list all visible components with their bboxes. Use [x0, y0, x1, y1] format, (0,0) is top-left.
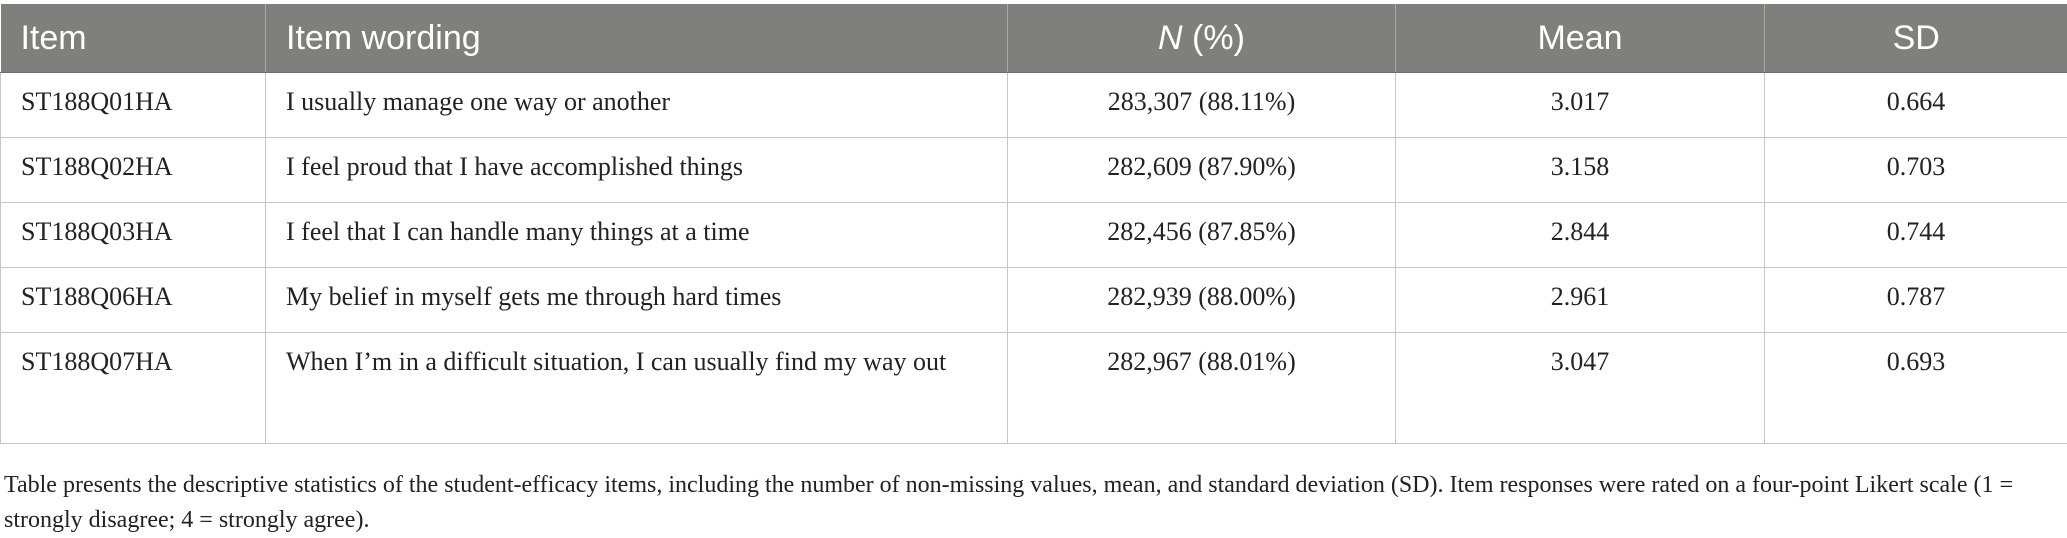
cell-item: ST188Q01HA — [1, 73, 266, 138]
cell-n: 282,609 (87.90%) — [1008, 138, 1396, 203]
cell-mean: 2.844 — [1396, 203, 1765, 268]
cell-sd: 0.703 — [1765, 138, 2067, 203]
cell-wording: When I’m in a difficult situation, I can usually find my way out — [266, 333, 1008, 444]
cell-mean: 2.961 — [1396, 268, 1765, 333]
descriptive-statistics-table — [0, 4, 2067, 444]
header-mean: Mean — [1396, 4, 1765, 73]
cell-n: 282,456 (87.85%) — [1008, 203, 1396, 268]
header-percent-label: (%) — [1183, 19, 1245, 57]
cell-mean: 3.017 — [1396, 73, 1765, 138]
header-item: Item — [1, 4, 266, 73]
cell-sd: 0.693 — [1765, 333, 2067, 444]
header-sd: SD — [1765, 4, 2067, 73]
header-row — [1, 4, 2067, 73]
cell-wording: I feel proud that I have accomplished things — [266, 138, 1008, 203]
table-header — [1, 4, 2067, 73]
cell-item: ST188Q03HA — [1, 203, 266, 268]
cell-mean: 3.158 — [1396, 138, 1765, 203]
table-footnote: Table presents the descriptive statistics of the student-efficacy items, including the number of non-missing values, mean, and standard deviation (SD). Item responses were rated on a four-point Likert scale (1 = strongly disagree; 4 = strongly agree). — [4, 468, 2044, 538]
cell-n: 282,939 (88.00%) — [1008, 268, 1396, 333]
table-row — [1, 138, 2067, 203]
cell-item: ST188Q06HA — [1, 268, 266, 333]
cell-n: 282,967 (88.01%) — [1008, 333, 1396, 444]
cell-item: ST188Q02HA — [1, 138, 266, 203]
table-row — [1, 203, 2067, 268]
table-row — [1, 73, 2067, 138]
table-row — [1, 268, 2067, 333]
cell-sd: 0.787 — [1765, 268, 2067, 333]
cell-wording: My belief in myself gets me through hard times — [266, 268, 1008, 333]
descriptive-statistics-table-container — [0, 4, 2067, 444]
cell-wording: I feel that I can handle many things at a time — [266, 203, 1008, 268]
header-item-wording: Item wording — [266, 4, 1008, 73]
table-body — [1, 73, 2067, 444]
header-n-percent — [1008, 4, 1396, 73]
cell-mean: 3.047 — [1396, 333, 1765, 444]
cell-sd: 0.744 — [1765, 203, 2067, 268]
cell-wording: I usually manage one way or another — [266, 73, 1008, 138]
table-row — [1, 333, 2067, 444]
cell-item: ST188Q07HA — [1, 333, 266, 444]
cell-n: 283,307 (88.11%) — [1008, 73, 1396, 138]
header-n-symbol: N — [1158, 19, 1183, 57]
cell-sd: 0.664 — [1765, 73, 2067, 138]
